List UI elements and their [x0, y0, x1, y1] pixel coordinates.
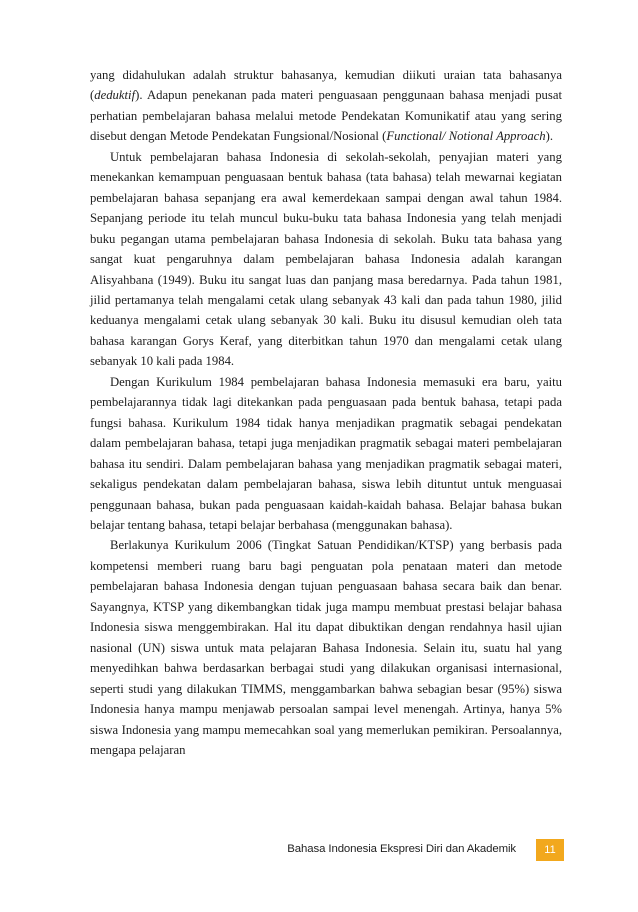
paragraph-3-text: Dengan Kurikulum 1984 pembelajaran bahasa Indonesia memasuki era baru, yaitu pembelajarannya tidak lagi ditekankan pada penguasaan pada bentuk bahasa, tetapi pada fungsi bahasa. Kurikulum 1984 tidak hanya menjadikan pragmatik sebagai pendekatan dalam pembelajaran bahasa, tetapi juga menjadikan pragmatik sebagai materi pembelajaran bahasa itu sendiri. Dalam pembelajaran bahasa yang menjadikan pragmatik sebagai materi, sekaligus pendekatan dalam pembelajaran bahasa, siswa lebih dituntut untuk menguasai penggunaan bahasa, bukan pada penguasaan kaidah-kaidah bahasa. Belajar bahasa bukan belajar tentang bahasa, tetapi belajar berbahasa (menggunakan bahasa).: [90, 374, 562, 532]
paragraph-1-segment-4: Functional/ Notional Approach: [386, 129, 546, 144]
paragraph-2: [90, 147, 562, 372]
paragraph-1-segment-3: ). Adapun penekanan pada materi penguasaan penggunaan bahasa menjadi pusat perhatian pembelajaran bahasa melalui metode Pendekatan Komunikatif atau yang sering disebut dengan Metode Pendekatan Fungsional/Nosional (: [90, 88, 562, 144]
page-body: [90, 65, 562, 760]
paragraph-1: [90, 65, 562, 147]
paragraph-2-text: Untuk pembelajaran bahasa Indonesia di sekolah-sekolah, penyajian materi yang menekankan kemampuan penguasaan bentuk bahasa (tata bahasa) telah mewarnai kegiatan pembelajaran bahasa sepanjang era awal kemerdekaan sampai dengan awal tahun 1984. Sepanjang periode itu telah muncul buku-buku tata bahasa Indonesia yang telah menjadi buku pegangan utama pembelajaran bahasa Indonesia di sekolah. Buku tata bahasa yang sangat kuat pengaruhnya dalam pembelajaran bahasa Indonesia adalah karangan Alisyahbana (1949). Buku itu sangat luas dan panjang masa beredarnya. Pada tahun 1981, jilid pertamanya telah mengalami cetak ulang sebanyak 43 kali dan pada tahun 1980, jilid keduanya mengalami cetak ulang sebanyak 30 kali. Buku itu disusul kemudian oleh tata bahasa karangan Gorys Keraf, yang diterbitkan tahun 1970 dan mengalami cetak ulang sebanyak 10 kali pada 1984.: [90, 149, 562, 369]
footer-book-title: Bahasa Indonesia Ekspresi Diri dan Akademik: [287, 843, 516, 855]
page-number-badge: 11: [536, 839, 564, 861]
paragraph-3: [90, 372, 562, 536]
paragraph-4: [90, 535, 562, 760]
paragraph-1-segment-1: yang didahulukan adalah struktur bahasanya, kemudian diikuti uraian tata bahasanya (: [90, 68, 562, 103]
page-footer: [0, 839, 638, 863]
paragraph-1-segment-5: ).: [545, 129, 554, 144]
paragraph-1-segment-2: deduktif: [94, 88, 136, 103]
paragraph-4-text: Berlakunya Kurikulum 2006 (Tingkat Satuan Pendidikan/KTSP) yang berbasis pada kompetensi memberi ruang baru bagi penguatan pola penataan materi dan metode pembelajaran bahasa Indonesia dengan tujuan penguasaan bahasa secara baik dan benar. Sayangnya, KTSP yang dikembangkan tidak juga mampu membuat prestasi belajar bahasa Indonesia siswa menggembirakan. Hal itu dapat dibuktikan dengan rendahnya hasil ujian nasional (UN) siswa untuk mata pelajaran Bahasa Indonesia. Selain itu, suatu hal yang menyedihkan bahwa berdasarkan berbagai studi yang dilakukan organisasi internasional, seperti studi yang dilakukan TIMMS, menggambarkan bahwa sebagian besar (95%) siswa Indonesia hanya mampu menjawab persoalan sampai level menengah. Artinya, hanya 5% siswa Indonesia yang mampu memecahkan soal yang memerlukan pemikiran. Persoalannya, mengapa pelajaran: [90, 538, 562, 757]
